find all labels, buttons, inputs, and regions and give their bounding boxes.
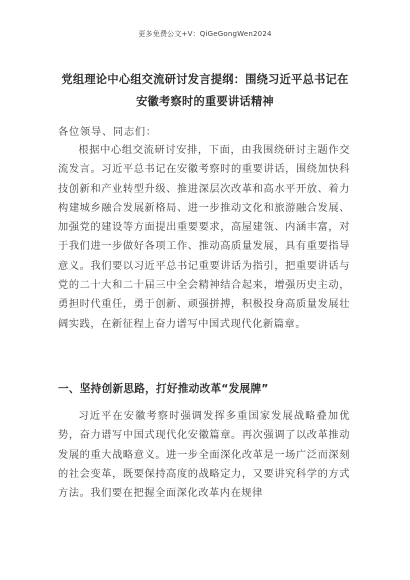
header-note: 更多免费公文+V：QiGeGongWen2024	[138, 30, 272, 38]
title-line-1: 党组理论中心组交流研讨发言提纲：围绕习近平总书记在	[61, 73, 349, 86]
salutation: 各位领导、同志们：	[58, 127, 157, 138]
document-title	[52, 69, 358, 113]
body-paragraph-1: 根据中心组交流研讨安排，下面，由我围绕研讨主题作交流发言。习近平总书记在安徽考察时的重要讲话，围绕加快科技创新和产业转型升级、推进深层次改革和高水平开放、着力构建城乡融合发展新格局、进一步推动文化和旅游融合发展、加强党的建设等方面提出重要要求，高屋建瓴、内涵丰富，对于我们进一步做好各项工作、推动高质量发展，具有重要指导意义。我们要以习近平总书记重要讲话为指引，把重要讲话与党的二十大和二十届三中全会精神结合起来，增强历史主动，勇担时代重任，勇于创新、顽强拼搏，积极投身高质量发展壮阔实践，在新征程上奋力谱写中国式现代化新篇章。	[58, 145, 350, 330]
section-heading-1: 一、坚持创新思路，打好推动改革“发展牌”	[58, 383, 269, 395]
body-paragraph-2: 习近平在安徽考察时强调发挥多重国家发展战略叠加优势，奋力谱写中国式现代化安徽篇章。再次强调了以改革推动发展的重大战略意义。进一步全面深化改革是一场广泛而深刻的社会变革，既要保持高度的战略定力，又要讲究科学的方式方法。我们要在把握全面深化改革内在规律	[58, 411, 350, 500]
title-line-2: 安徽考察时的重要讲话精神	[136, 95, 274, 108]
